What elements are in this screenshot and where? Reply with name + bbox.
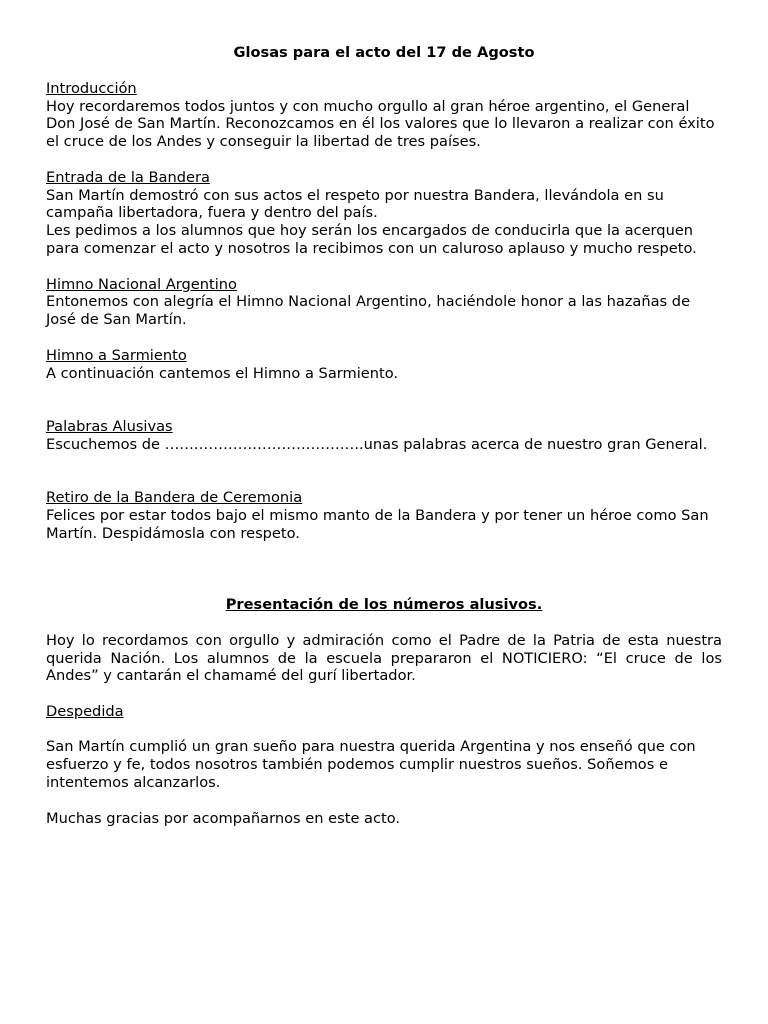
section-heading: Palabras Alusivas [46,417,173,435]
section-heading: Entrada de la Bandera [46,168,210,186]
section-palabras-alusivas [46,418,722,454]
section-himno-nacional [46,276,722,329]
section-paragraph: Les pedimos a los alumnos que hoy serán los encargados de conducirla que la acerquen para comenzar el acto y nosotros la recibimos con un caluroso aplauso y mucho respeto. [46,222,697,257]
section-paragraph: Hoy recordaremos todos juntos y con mucho orgullo al gran héroe argentino, el General Don José de San Martín. Reconozcamos en él los valores que lo llevaron a realizar con éxito el cruce de los Andes y conseguir la libertad de tres países. [46,97,715,151]
section-entrada-bandera [46,169,722,258]
document-page [46,44,722,827]
presentation-subtitle: Presentación de los números alusivos. [225,596,543,614]
closing-line: Muchas gracias por acompañarnos en este acto. [46,809,401,827]
section-introduccion [46,80,722,151]
section-paragraph: A continuación cantemos el Himno a Sarmiento. [46,364,399,382]
section-paragraph: Felices por estar todos bajo el mismo manto de la Bandera y por tener un héroe como San Martín. Despidámosla con respeto. [46,506,709,542]
document-title: Glosas para el acto del 17 de Agosto [233,44,535,61]
section-heading: Retiro de la Bandera de Ceremonia [46,489,303,507]
farewell-paragraph: San Martín cumplió un gran sueño para nuestra querida Argentina y nos enseñó que con esfuerzo y fe, todos nosotros también podemos cumplir nuestros sueños. Soñemos e intentemos alcanzarlos. [46,738,696,792]
section-presentacion [46,596,722,685]
section-paragraph: Entonemos con alegría el Himno Nacional Argentino, haciéndole honor a las hazañas de José de San Martín. [46,293,691,329]
presentation-paragraph: Hoy lo recordamos con orgullo y admiración como el Padre de la Patria de esta nuestra querida Nación. Los alumnos de la escuela prepararon el NOTICIERO: “El cruce de los Andes” y cantarán el chamamé del gurí libertador. [46,631,722,685]
section-himno-sarmiento [46,347,722,383]
section-heading: Himno Nacional Argentino [46,275,237,293]
section-despedida [46,703,722,828]
section-paragraph: San Martín demostró con sus actos el respeto por nuestra Bandera, llevándola en su campaña libertadora, fuera y dentro del país. [46,186,664,222]
section-paragraph: Escuchemos de …………………………………..unas palabras acerca de nuestro gran General. [46,435,708,453]
section-heading: Introducción [46,79,137,97]
farewell-heading: Despedida [46,702,124,720]
section-retiro-bandera [46,489,722,542]
section-heading: Himno a Sarmiento [46,346,187,364]
